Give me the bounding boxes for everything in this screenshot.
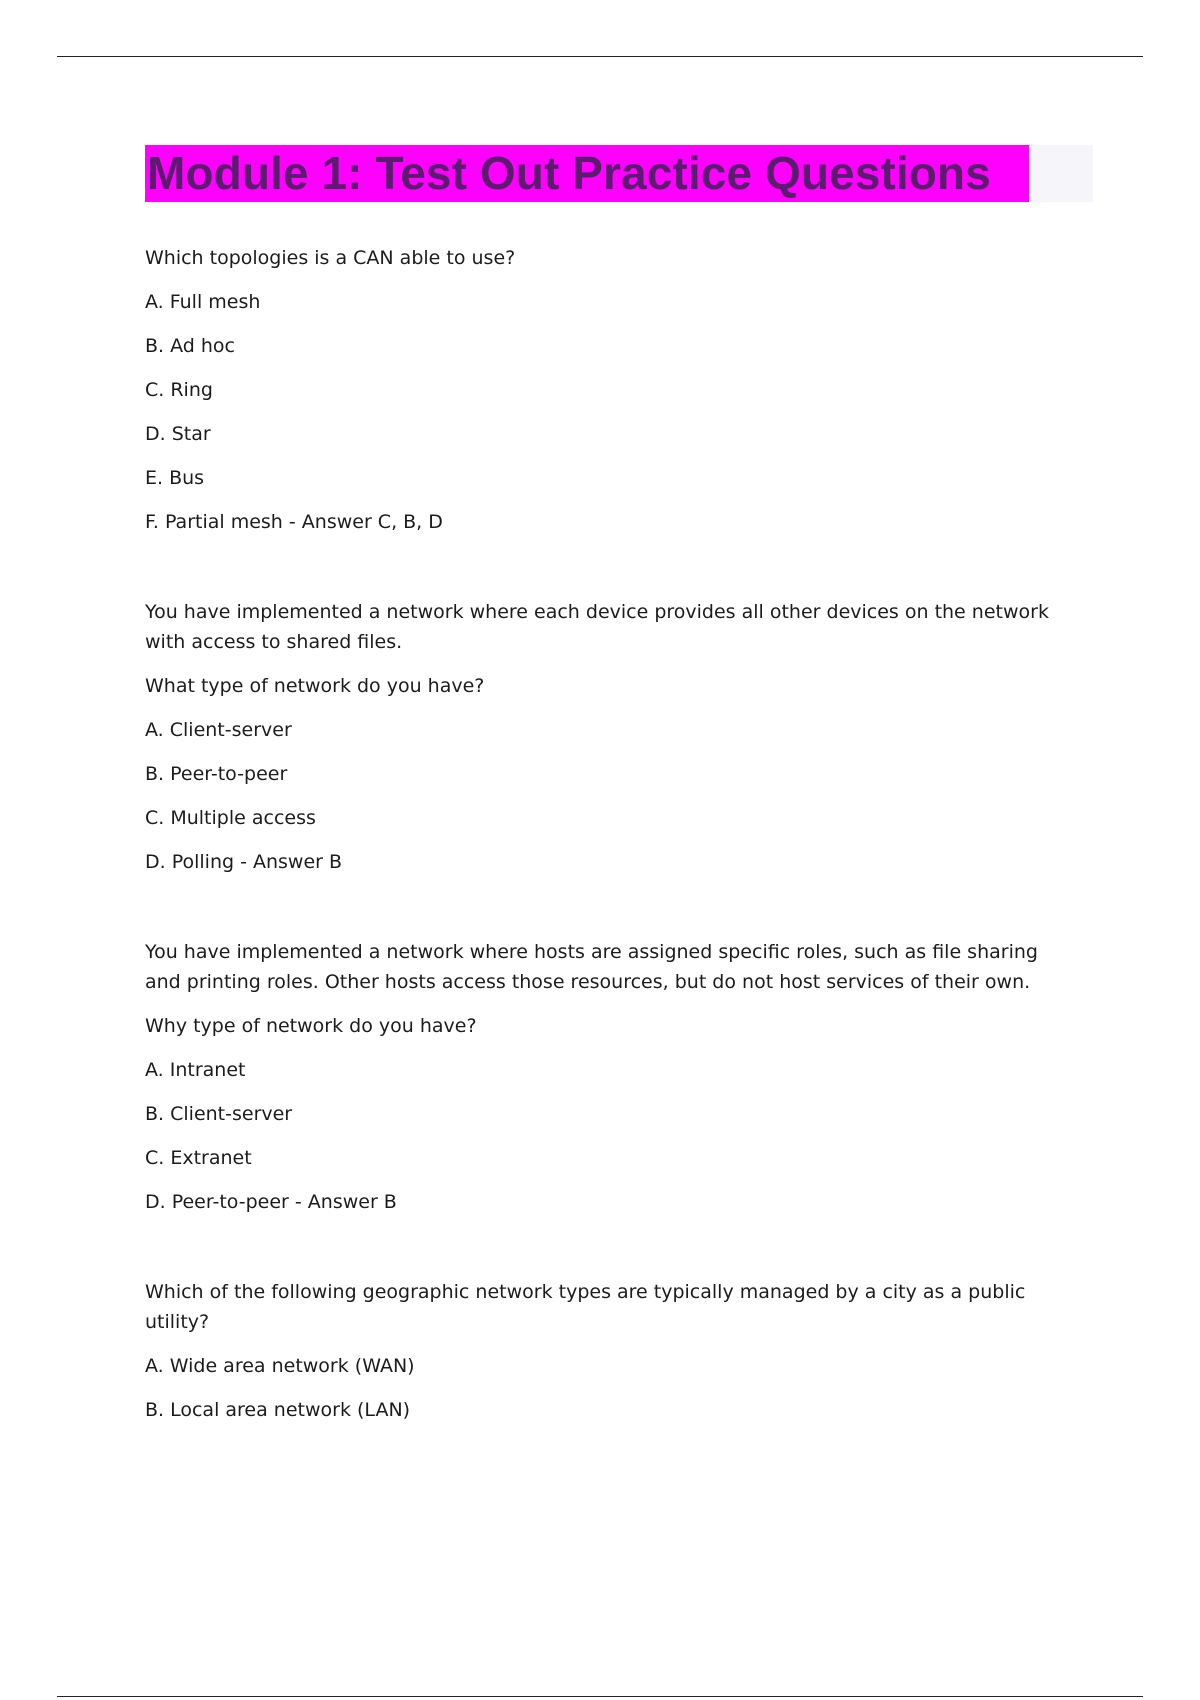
answer-option: C. Ring [145,379,213,401]
answer-option: C. Multiple access [145,807,316,829]
answer-option: B. Ad hoc [145,335,235,357]
answer-option: B. Peer-to-peer [145,763,288,785]
question-list [145,243,1065,1439]
question-4 [145,1277,1065,1425]
question-2 [145,597,1065,877]
question-text: Which topologies is a CAN able to use? [145,247,516,269]
answer-option: D. Peer-to-peer - Answer B [145,1191,397,1213]
question-3 [145,937,1065,1217]
question-text: You have implemented a network where each device provides all other devices on the network with access to shared files. [145,601,1049,653]
title-band [145,145,1093,202]
question-prompt: Why type of network do you have? [145,1015,477,1037]
answer-option: D. Star [145,423,211,445]
question-text: Which of the following geographic network types are typically managed by a city as a public utility? [145,1281,1026,1333]
answer-option: E. Bus [145,467,205,489]
answer-option: B. Local area network (LAN) [145,1399,411,1421]
answer-option: C. Extranet [145,1147,252,1169]
answer-option: F. Partial mesh - Answer C, B, D [145,511,443,533]
question-1 [145,243,1065,537]
question-prompt: What type of network do you have? [145,675,485,697]
answer-option: A. Client-server [145,719,292,741]
top-divider [57,56,1143,57]
answer-option: A. Wide area network (WAN) [145,1355,415,1377]
answer-option: A. Intranet [145,1059,246,1081]
bottom-divider [57,1696,1143,1697]
answer-option: D. Polling - Answer B [145,851,343,873]
question-text: You have implemented a network where hosts are assigned specific roles, such as file sharing and printing roles. Other hosts access those resources, but do not host services of their own. [145,941,1038,993]
page-title: Module 1: Test Out Practice Questions [145,145,1029,202]
answer-option: A. Full mesh [145,291,261,313]
answer-option: B. Client-server [145,1103,293,1125]
